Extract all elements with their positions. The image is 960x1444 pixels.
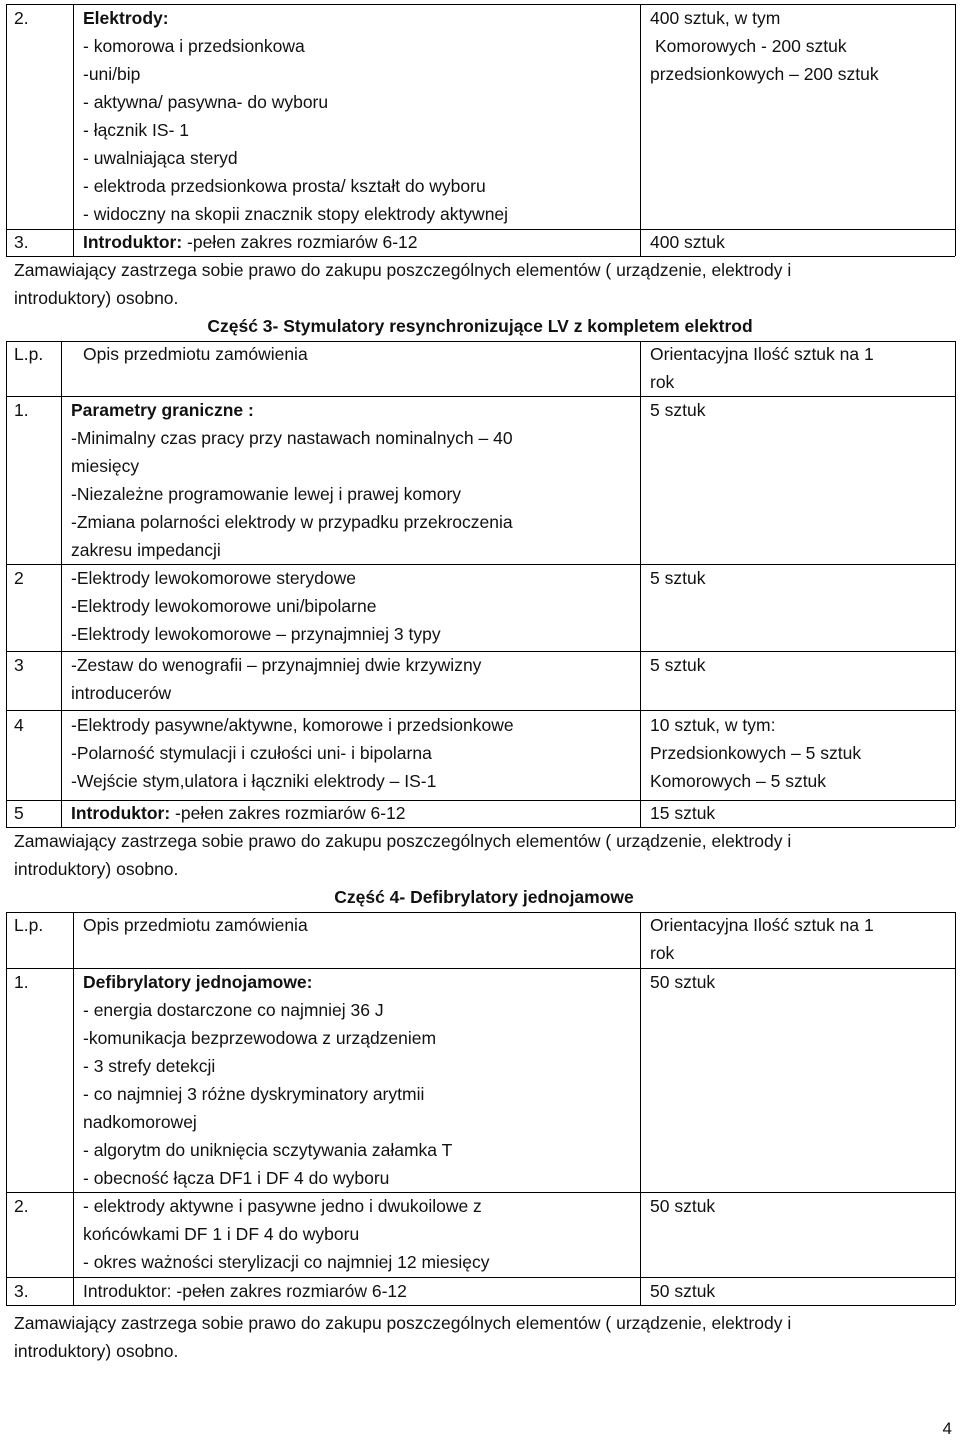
part4-row-qty: 50 sztuk: [650, 972, 716, 992]
part4-row-desc: Introduktor: -pełen zakres rozmiarów 6-12: [83, 1281, 407, 1301]
part3-row-qty: 10 sztuk, w tym:: [650, 715, 776, 735]
item2-line: - uwalniająca steryd: [83, 148, 238, 168]
part3-row-qty: 5 sztuk: [650, 655, 706, 675]
item3-number: 3.: [14, 232, 29, 252]
item2-line: - elektroda przedsionkowa prosta/ kształt do wyboru: [83, 176, 486, 196]
item2-title: Elektrody:: [83, 8, 169, 28]
part3-heading: Część 3- Stymulatory resynchronizujące LV z kompletem elektrod: [207, 316, 753, 336]
part3-row-number: 3: [14, 655, 24, 675]
item3-title: Introduktor:: [83, 232, 183, 252]
part3-row-qty: 15 sztuk: [650, 803, 716, 823]
part4-row-line: -komunikacja bezprzewodowa z urządzeniem: [83, 1028, 437, 1048]
part3-row-number: 5: [14, 803, 24, 823]
part4-row-line: - okres ważności sterylizacji co najmniej 12 miesięcy: [83, 1252, 490, 1272]
item2-number: 2.: [14, 8, 29, 28]
part4-row-number: 1.: [14, 972, 29, 992]
item2-qty: 400 sztuk, w tym: [650, 8, 781, 28]
part3-row-number: 2: [14, 568, 24, 588]
reservation-note: introduktory) osobno.: [14, 288, 179, 308]
item2-line: - widoczny na skopii znacznik stopy elektrody aktywnej: [83, 204, 509, 224]
part3-row-title: Introduktor:: [71, 803, 171, 823]
part3-col-lp: L.p.: [14, 344, 44, 364]
part3-col-qty: rok: [650, 372, 675, 392]
reservation-note: introduktory) osobno.: [14, 1341, 179, 1361]
item2-qty: przedsionkowych – 200 sztuk: [650, 64, 879, 84]
item3-text: [83, 234, 418, 252]
part3-row-line: miesięcy: [71, 456, 140, 476]
part3-row-line: introducerów: [71, 683, 172, 703]
part4-row-line: - co najmniej 3 różne dyskryminatory arytmii: [83, 1084, 425, 1104]
part4-row-title: Defibrylatory jednojamowe:: [83, 972, 313, 992]
part3-row-line: -Minimalny czas pracy przy nastawach nominalnych – 40: [71, 428, 513, 448]
part4-col-qty: rok: [650, 943, 675, 963]
part3-row-line: -Niezależne programowanie lewej i prawej komory: [71, 484, 462, 504]
part3-row-desc: -pełen zakres rozmiarów 6-12: [170, 803, 406, 823]
part3-row-line: -Elektrody pasywne/aktywne, komorowe i przedsionkowe: [71, 715, 514, 735]
part3-col-desc: Opis przedmiotu zamówienia: [83, 344, 308, 364]
part3-row-line: -Zmiana polarności elektrody w przypadku przekroczenia: [71, 512, 513, 532]
reservation-note: Zamawiający zastrzega sobie prawo do zakupu poszczególnych elementów ( urządzenie, elektrody i: [14, 1313, 792, 1333]
part4-row-qty: 50 sztuk: [650, 1196, 716, 1216]
part3-row-line: zakresu impedancji: [71, 540, 221, 560]
part3-row-number: 4: [14, 715, 24, 735]
part3-row-text: [71, 805, 406, 823]
part4-col-qty: Orientacyjna Ilość sztuk na 1: [650, 915, 874, 935]
part4-row-line: nadkomorowej: [83, 1112, 197, 1132]
part4-row-line: - algorytm do uniknięcia sczytywania załamka T: [83, 1140, 453, 1160]
item2-line: -uni/bip: [83, 64, 141, 84]
item2-line: - łącznik IS- 1: [83, 120, 189, 140]
part4-row-line: - energia dostarczone co najmniej 36 J: [83, 1000, 384, 1020]
part3-row-qty: Przedsionkowych – 5 sztuk: [650, 743, 862, 763]
part4-row-line: końcówkami DF 1 i DF 4 do wyboru: [83, 1224, 360, 1244]
part4-row-line: - elektrody aktywne i pasywne jedno i dwukoilowe z: [83, 1196, 482, 1216]
part4-row-line: - 3 strefy detekcji: [83, 1056, 216, 1076]
item2-line: - komorowa i przedsionkowa: [83, 36, 305, 56]
item3-desc: -pełen zakres rozmiarów 6-12: [182, 232, 418, 252]
part4-row-qty: 50 sztuk: [650, 1281, 716, 1301]
part3-row-line: -Elektrody lewokomorowe uni/bipolarne: [71, 596, 377, 616]
item3-qty: 400 sztuk: [650, 232, 725, 252]
reservation-note: Zamawiający zastrzega sobie prawo do zakupu poszczególnych elementów ( urządzenie, elektrody i: [14, 260, 792, 280]
item2-line: - aktywna/ pasywna- do wyboru: [83, 92, 329, 112]
part4-row-number: 2.: [14, 1196, 29, 1216]
part4-col-lp: L.p.: [14, 915, 44, 935]
part4-row-line: - obecność łącza DF1 i DF 4 do wyboru: [83, 1168, 390, 1188]
reservation-note: Zamawiający zastrzega sobie prawo do zakupu poszczególnych elementów ( urządzenie, elektrody i: [14, 831, 792, 851]
part3-row-qty: 5 sztuk: [650, 568, 706, 588]
item2-qty: Komorowych - 200 sztuk: [655, 36, 847, 56]
part3-row-number: 1.: [14, 400, 29, 420]
part3-row-line: -Polarność stymulacji i czułości uni- i bipolarna: [71, 743, 432, 763]
page-number: 4: [942, 1419, 952, 1438]
reservation-note: introduktory) osobno.: [14, 859, 179, 879]
part3-row-qty: Komorowych – 5 sztuk: [650, 771, 827, 791]
part3-row-line: -Zestaw do wenografii – przynajmniej dwie krzywizny: [71, 655, 482, 675]
part3-row-line: -Elektrody lewokomorowe sterydowe: [71, 568, 356, 588]
part3-col-qty: Orientacyjna Ilość sztuk na 1: [650, 344, 874, 364]
part3-row-line: -Wejście stym,ulatora i łączniki elektrody – IS-1: [71, 771, 437, 791]
part4-row-number: 3.: [14, 1281, 29, 1301]
part4-heading: Część 4- Defibrylatory jednojamowe: [334, 887, 634, 907]
part3-row-line: -Elektrody lewokomorowe – przynajmniej 3 typy: [71, 624, 441, 644]
part4-col-desc: Opis przedmiotu zamówienia: [83, 915, 308, 935]
part3-row-qty: 5 sztuk: [650, 400, 706, 420]
part3-row-title: Parametry graniczne :: [71, 400, 254, 420]
